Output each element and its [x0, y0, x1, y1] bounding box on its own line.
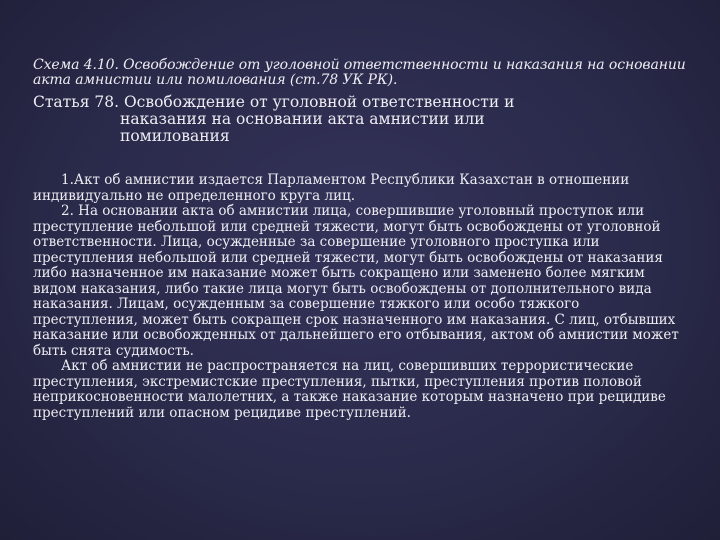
- article-title-line-3: помилования: [120, 127, 230, 145]
- paragraph-3: Акт об амнистии не распространяется на лиц, совершивших террористические преступления, экстремистские преступления, пытки, преступления против половой неприкосновенности малолетних, а также наказание которым назначено при рецидиве преступлений или опасном рецидиве преступлений.: [33, 358, 666, 421]
- article-body: [33, 173, 688, 421]
- article-title-line-1: Статья 78. Освобождение от уголовной ответственности и: [33, 93, 515, 111]
- slide-content: [33, 58, 688, 421]
- scheme-title: Схема 4.10. Освобождение от уголовной ответственности и наказания на основании акта амнистии или помилования (ст.78 УК РК).: [33, 57, 686, 88]
- article-title: [33, 94, 688, 145]
- article-title-line-2: наказания на основании акта амнистии или: [120, 110, 485, 128]
- paragraph-1: 1.Акт об амнистии издается Парламентом Республики Казахстан в отношении индивидуально не определенного круга лиц.: [33, 172, 630, 204]
- paragraph-2: 2. На основании акта об амнистии лица, совершившие уголовный проступок или преступление небольшой или средней тяжести, могут быть освобождены от уголовной ответственности. Лица, осужденные за совершение уголовного проступка или преступления небольшой или средней тяжести, могут быть освобождены от наказания либо назначенное им наказание может быть сокращено или заменено более мягким видом наказания, либо такие лица могут быть освобождены от дополнительного вида наказания. Лицам, осужденным за совершение тяжкого или особо тяжкого преступления, может быть сокращен срок назначенного им наказания. С лиц, отбывших наказание или освобожденных от дальнейшего его отбывания, актом об амнистии может быть снята судимость.: [33, 203, 679, 359]
